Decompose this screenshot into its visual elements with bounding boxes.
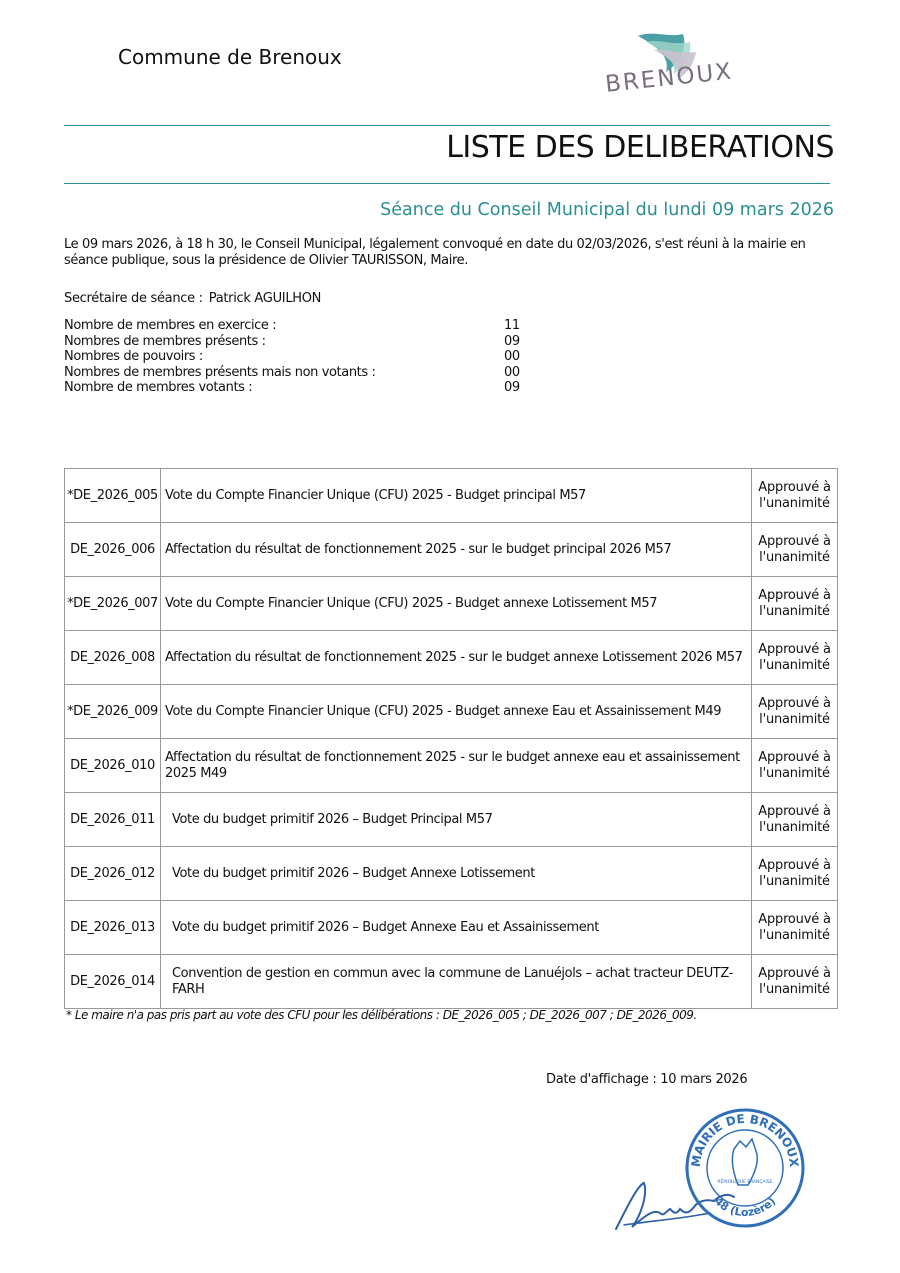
delib-resultat: Approuvé à l'unanimité — [752, 793, 838, 847]
table-row — [65, 469, 838, 523]
stat-row — [64, 333, 520, 350]
table-row — [65, 847, 838, 901]
secretaire-label: Secrétaire de séance : — [64, 291, 203, 306]
delib-number: DE_2026_010 — [65, 739, 161, 793]
delib-number: DE_2026_011 — [65, 793, 161, 847]
table-row — [65, 793, 838, 847]
stat-label: Nombre de membres votants : — [64, 380, 253, 395]
delib-number: DE_2026_013 — [65, 901, 161, 955]
stamp-text-bottom: 48 (Lozère) — [711, 1194, 779, 1220]
stat-row — [64, 364, 520, 381]
delib-number: *DE_2026_007 — [65, 577, 161, 631]
stat-value: 11 — [504, 318, 520, 333]
svg-text:MAIRIE DE BRENOUX — [689, 1112, 802, 1169]
seance-heading: Séance du Conseil Municipal du lundi 09 mars 2026 — [380, 200, 834, 220]
delib-resultat: Approuvé à l'unanimité — [752, 847, 838, 901]
delib-resultat: Approuvé à l'unanimité — [752, 685, 838, 739]
delib-objet: Vote du Compte Financier Unique (CFU) 2025 - Budget principal M57 — [161, 469, 752, 523]
delib-resultat: Approuvé à l'unanimité — [752, 739, 838, 793]
delib-number: DE_2026_008 — [65, 631, 161, 685]
stamp-text-top: MAIRIE DE BRENOUX — [688, 1111, 802, 1168]
secretaire-line — [64, 291, 321, 306]
delib-objet: Vote du budget primitif 2026 – Budget Principal M57 — [161, 793, 752, 847]
svg-text:48 (Lozère) — [712, 1195, 779, 1219]
stat-label: Nombres de membres présents mais non votants : — [64, 364, 376, 380]
stat-value: 09 — [504, 333, 520, 349]
delib-objet: Convention de gestion en commun avec la commune de Lanuéjols – achat tracteur DEUTZ-FARH — [161, 955, 752, 1009]
delib-number: DE_2026_014 — [65, 955, 161, 1009]
top-rule — [64, 125, 830, 126]
stat-row — [64, 349, 520, 365]
table-row — [65, 523, 838, 577]
delib-objet: Affectation du résultat de fonctionnement 2025 - sur le budget principal 2026 M57 — [161, 523, 752, 577]
page-title: LISTE DES DELIBERATIONS — [446, 130, 834, 165]
stats-block — [64, 318, 520, 396]
logo-text: BRENOUX — [604, 58, 735, 98]
delib-objet: Vote du budget primitif 2026 – Budget Annexe Eau et Assainissement — [161, 901, 752, 955]
footnote: * Le maire n'a pas pris part au vote des CFU pour les délibérations : DE_2026_005 ; DE_2026_007 ; DE_2026_009. — [66, 1008, 697, 1022]
stat-value: 00 — [504, 364, 520, 380]
delib-number: *DE_2026_005 — [65, 469, 161, 523]
date-affichage: Date d'affichage : 10 mars 2026 — [546, 1072, 748, 1087]
stat-label: Nombres de pouvoirs : — [64, 349, 203, 364]
stat-row — [64, 318, 520, 334]
delib-resultat: Approuvé à l'unanimité — [752, 955, 838, 1009]
delib-number: DE_2026_006 — [65, 523, 161, 577]
delib-objet: Affectation du résultat de fonctionnement 2025 - sur le budget annexe eau et assainissement 2025 M49 — [161, 739, 752, 793]
table-row — [65, 685, 838, 739]
delib-objet: Vote du Compte Financier Unique (CFU) 2025 - Budget annexe Lotissement M57 — [161, 577, 752, 631]
delib-resultat: Approuvé à l'unanimité — [752, 469, 838, 523]
table-row — [65, 631, 838, 685]
stat-label: Nombre de membres en exercice : — [64, 318, 277, 333]
secretaire-name: Patrick AGUILHON — [208, 291, 322, 306]
stat-value: 00 — [504, 349, 520, 364]
delib-resultat: Approuvé à l'unanimité — [752, 901, 838, 955]
intro-paragraph: Le 09 mars 2026, à 18 h 30, le Conseil Municipal, légalement convoqué en date du 02/03/2026, s'est réuni à la mairie en séance publique, sous la présidence de Olivier TAURISSON, Maire. — [64, 237, 806, 268]
delib-resultat: Approuvé à l'unanimité — [752, 631, 838, 685]
table-row — [65, 955, 838, 1009]
brenoux-logo — [598, 28, 748, 108]
table-row — [65, 901, 838, 955]
delib-resultat: Approuvé à l'unanimité — [752, 577, 838, 631]
stamp-text-inner: RÉPUBLIQUE FRANÇAISE — [717, 1180, 773, 1185]
mairie-stamp-icon — [682, 1105, 808, 1231]
stat-row — [64, 380, 520, 396]
delib-resultat: Approuvé à l'unanimité — [752, 523, 838, 577]
delib-objet: Vote du Compte Financier Unique (CFU) 2025 - Budget annexe Eau et Assainissement M49 — [161, 685, 752, 739]
delib-number: *DE_2026_009 — [65, 685, 161, 739]
stat-value: 09 — [504, 380, 520, 395]
bottom-rule — [64, 183, 830, 184]
stat-label: Nombres de membres présents : — [64, 333, 266, 349]
deliberations-table — [64, 468, 838, 1009]
delib-objet: Vote du budget primitif 2026 – Budget Annexe Lotissement — [161, 847, 752, 901]
table-row — [65, 577, 838, 631]
table-row — [65, 739, 838, 793]
delib-objet: Affectation du résultat de fonctionnement 2025 - sur le budget annexe Lotissement 2026 M57 — [161, 631, 752, 685]
commune-name: Commune de Brenoux — [118, 45, 342, 69]
delib-number: DE_2026_012 — [65, 847, 161, 901]
